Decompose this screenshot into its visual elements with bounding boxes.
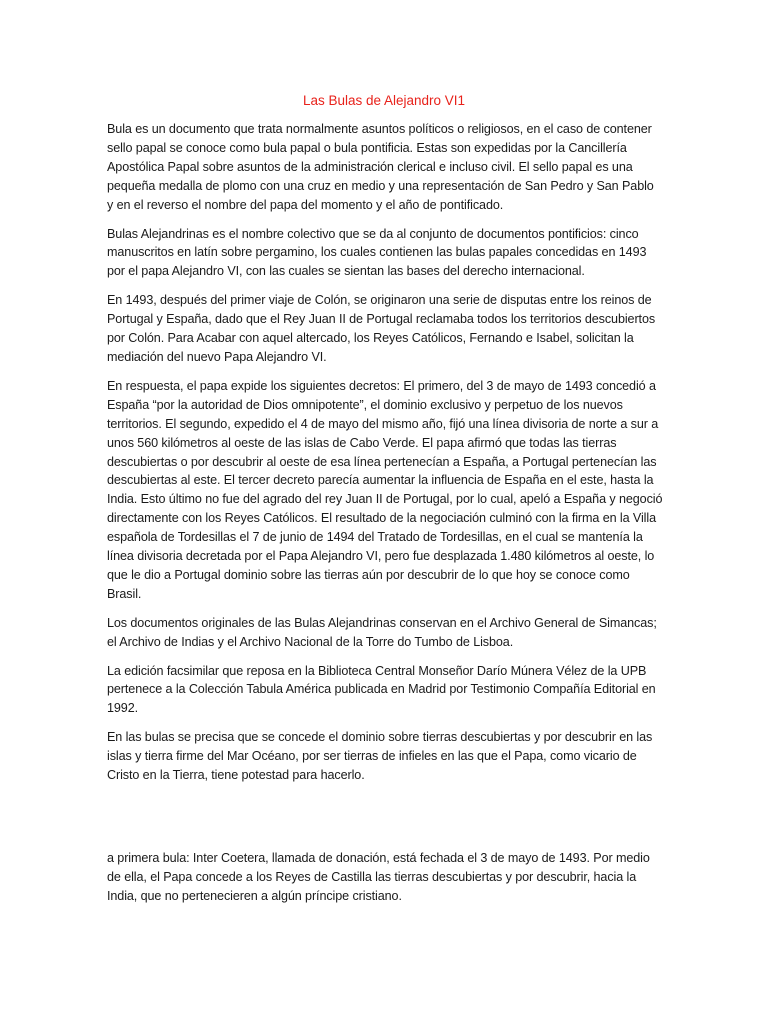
paragraph-decretos: En respuesta, el papa expide los siguientes decretos: El primero, del 3 de mayo de 1493 concedió a España “por la autoridad de Dios omnipotente”, el dominio exclusivo y perpetuo de los nuevos territorios. El segundo, expedido el 4 de mayo del mismo año, fijó una línea divisoria de norte a sur a unos 560 kilómetros al oeste de las islas de Cabo Verde. El papa afirmó que todas las tierras descubiertas o por descubrir al oeste de esa línea pertenecían a España, a Portugal pertenecían las descubiertas al este. El tercer decreto parecía aumentar la influencia de España en el este, hasta la India. Esto último no fue del agrado del rey Juan II de Portugal, por lo cual, apeló a España y negoció directamente con los Reyes Católicos. El resultado de la negociación culminó con la firma en la Villa española de Tordesillas el 7 de junio de 1494 del Tratado de Tordesillas, en el cual se mantenía la línea divisoria decretada por el Papa Alejandro VI, pero fue desplazada 1.480 kilómetros al oeste, lo que le dio a Portugal dominio sobre las tierras aún por descubrir de lo que hoy se conoce como Brasil. bbox=[107, 378, 663, 601]
paragraph-primera-bula: a primera bula: Inter Coetera, llamada de donación, está fechada el 3 de mayo de 1493. Por medio de ella, el Papa concede a los Reyes de Castilla las tierras descubiertas y por descubrir, hacia la India, que no pertenecieren a algún príncipe cristiano. bbox=[107, 851, 650, 903]
paragraph-bulas-alejandrinas: Bulas Alejandrinas es el nombre colectivo que se da al conjunto de documentos pontificios: cinco manuscritos en latín sobre pergamino, los cuales contienen las bulas papales concedidas en 1493 por el papa Alejandro VI, con las cuales se sientan las bases del derecho internacional. bbox=[107, 226, 647, 279]
document-title: Las Bulas de Alejandro VI1 bbox=[302, 93, 466, 108]
paragraph-bula-definition: Bula es un documento que trata normalmente asuntos políticos o religiosos, en el caso de contener sello papal se conoce como bula papal o bula pontificia. Estas son expedidas por la Cancillería Apostólica Papal sobre asuntos de la administración clerical e incluso civil. El sello papal es una pequeña medalla de plomo con una cruz en medio y una representación de San Pedro y San Pablo y en el reverso el nombre del papa del momento y el año de pontificado. bbox=[107, 122, 654, 212]
paragraph-edicion-facsimilar: La edición facsimilar que reposa en la Biblioteca Central Monseñor Darío Múnera Vélez de la UPB pertenece a la Colección Tabula América publicada en Madrid por Testimonio Compañía Editorial en 1992. bbox=[107, 663, 656, 716]
paragraph-dominio-tierras: En las bulas se precisa que se concede el dominio sobre tierras descubiertas y por descubrir en las islas y tierra firme del Mar Océano, por ser tierras de infieles en las que el Papa, como vicario de Cristo en la Tierra, tiene potestad para hacerlo. bbox=[107, 730, 653, 783]
document-body bbox=[107, 120, 663, 795]
paragraph-disputas-1493: En 1493, después del primer viaje de Colón, se originaron una serie de disputas entre los reinos de Portugal y España, dado que el Rey Juan II de Portugal reclamaba todos los territorios descubiertos por Colón. Para Acabar con aquel altercado, los Reyes Católicos, Fernando e Isabel, solicitan la mediación del nuevo Papa Alejandro VI. bbox=[107, 293, 656, 364]
paragraph-documentos-originales: Los documentos originales de las Bulas Alejandrinas conservan en el Archivo General de Simancas; el Archivo de Indias y el Archivo Nacional de la Torre do Tumbo de Lisboa. bbox=[107, 615, 657, 649]
